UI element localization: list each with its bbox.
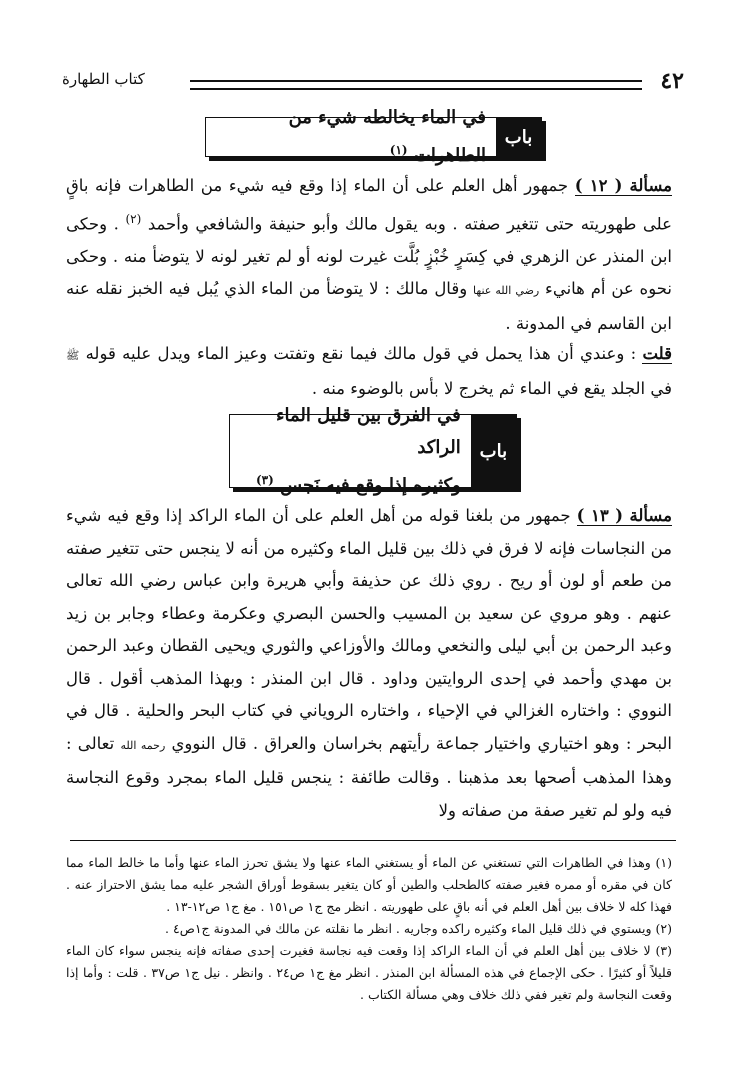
chapter-title-line-1: في الفرق بين قليل الماء الراكد	[276, 405, 461, 458]
qultu-label: قلت	[642, 344, 672, 363]
paragraph-text: . وحكى ابن المنذر عن الزهري في كِسَرٍ خُبْزٍ بُلَّت غيرت لونه أو لم تغير لونه لا يتوضأ منه . وحكى نحوه عن أم هانيء	[66, 214, 672, 298]
paragraph-masala-13	[66, 500, 672, 827]
footnote-1: (١) وهذا في الطاهرات التي تستغني عن الماء أو يستغني الماء عنها ولا يشق تحرز الماء عنها وأما ما خالط الماء مما كان في مقره أو ممره فغير صفته كالطحلب والطين أو كان يتغير بسقوط أوراق الشجر عليه مما يشق الاحتراز عنه . فهذا كله لا خلاف بين أهل العلم في أنه باقٍ على طهوريته . انظر مج ج١ ص١٥١ . مغ ج١ ص١٢-١٣ .	[66, 855, 672, 914]
chapter-title	[230, 405, 471, 496]
footnote-2: (٢) ويستوي في ذلك قليل الماء وكثيره راكده وجاريه . انظر ما نقلته عن مالك في المدونة ج١ص٤ .	[165, 921, 672, 936]
paragraph-text: جمهور من بلغنا قوله من أهل العلم على أن الماء الراكد إذا وقع فيه شيء من النجاسات فإنه لا فرق في ذلك بين قليل الماء وكثيره من أنه لا ينجس حتى تتغير صفته من طعم أو لون أو ريح . روي ذلك عن حذيفة وأبي هريرة وابن عباس رضي الله تعالى عنهم . وهو مروي عن سعيد بن المسيب والحسن البصري وعكرمة وعطاء وجابر بن زيد وعبد الرحمن بن أبي ليلى والنخعي ومالك والأوزاعي والثوري ويحيى القطان وعبد الرحمن بن مهدي وأحمد في إحدى الروايتين وداود . قال ابن المنذر : وبهذا المذهب أقول . قال النووي : واختاره الغزالي في الإحياء ، واختاره الروياني في كتاب البحر والحلية . قال في البحر : وهو اختياري واختيار جماعة رأيتهم بخراسان والعراق . قال النووي	[66, 506, 673, 753]
chapter-heading-1	[205, 107, 542, 166]
chapter-badge: باب	[496, 118, 541, 156]
honorific-glyph: رحمه الله	[120, 738, 166, 752]
paragraph-text: وقال مالك : لا يتوضأ من الماء الذي يُبل فيه الخبز نقله عنه ابن القاسم في المدونة .	[66, 279, 672, 333]
chapter-title-text: في الماء يخالطه شيء من الطاهرات	[288, 107, 486, 166]
footnote-3: (٣) لا خلاف بين أهل العلم في أن الماء الراكد إذا وقعت فيه نجاسة فغيرت إحدى صفاته فإنه ينجس سواء كان الماء قليلاً أو كثيرًا . حكى الإجماع في هذه المسألة ابن المنذر . انظر مغ ج١ ص٢٤ . وانظر . نيل ج١ ص٣٧ . قلت : وأما إذا وقعت النجاسة ولم تغير ففي ذلك خلاف وهي مسألة الكتاب .	[66, 943, 672, 1002]
footnote-separator	[70, 840, 676, 841]
footnote-ref: (٣)	[255, 473, 274, 487]
footnote-ref: (٢)	[125, 211, 142, 226]
paragraph-text: جمهور أهل العلم على أن الماء إذا وقع فيه شيء من الطاهرات فإنه باقٍ على طهوريته حتى تتغير صفته . وبه يقول مالك وأبو حنيفة والشافعي وأحمد	[66, 176, 672, 233]
running-header	[62, 68, 684, 104]
chapter-badge: باب	[471, 415, 516, 487]
header-rule	[190, 80, 642, 90]
footnotes	[66, 852, 672, 1006]
book-title: كتاب الطهارة	[62, 70, 145, 88]
paragraph-masala-12	[66, 170, 672, 340]
page-number: ٤٢	[660, 68, 684, 94]
paragraph-qultu	[66, 338, 672, 405]
honorific-glyph: ﷺ	[66, 349, 80, 362]
honorific-glyph: رضي الله عنها	[473, 284, 540, 297]
chapter-title-line-2: وكثيره إذا وقع فيه نَجس	[280, 475, 461, 496]
issue-label: مسألة ( ١٢ )	[574, 176, 672, 195]
chapter-title	[206, 107, 496, 166]
paragraph-text: في الجلد يقع في الماء ثم يخرج لا بأس بالوضوء منه .	[311, 378, 672, 398]
paragraph-text: : وعندي أن هذا يحمل في قول مالك فيما نقع وتفتت وعيز الماء ويدل عليه قوله	[79, 344, 643, 363]
issue-label: مسألة ( ١٣ )	[576, 506, 672, 525]
footnote-ref: (١)	[389, 143, 408, 157]
paragraph-text: تعالى : وهذا المذهب أصحها بعد مذهبنا . وقالت طائفة : ينجس قليل الماء بمجرد وقوع النجاسة فيه ولو لم تغير صفة من صفاته ولا	[66, 733, 672, 820]
chapter-heading-2	[229, 405, 517, 496]
